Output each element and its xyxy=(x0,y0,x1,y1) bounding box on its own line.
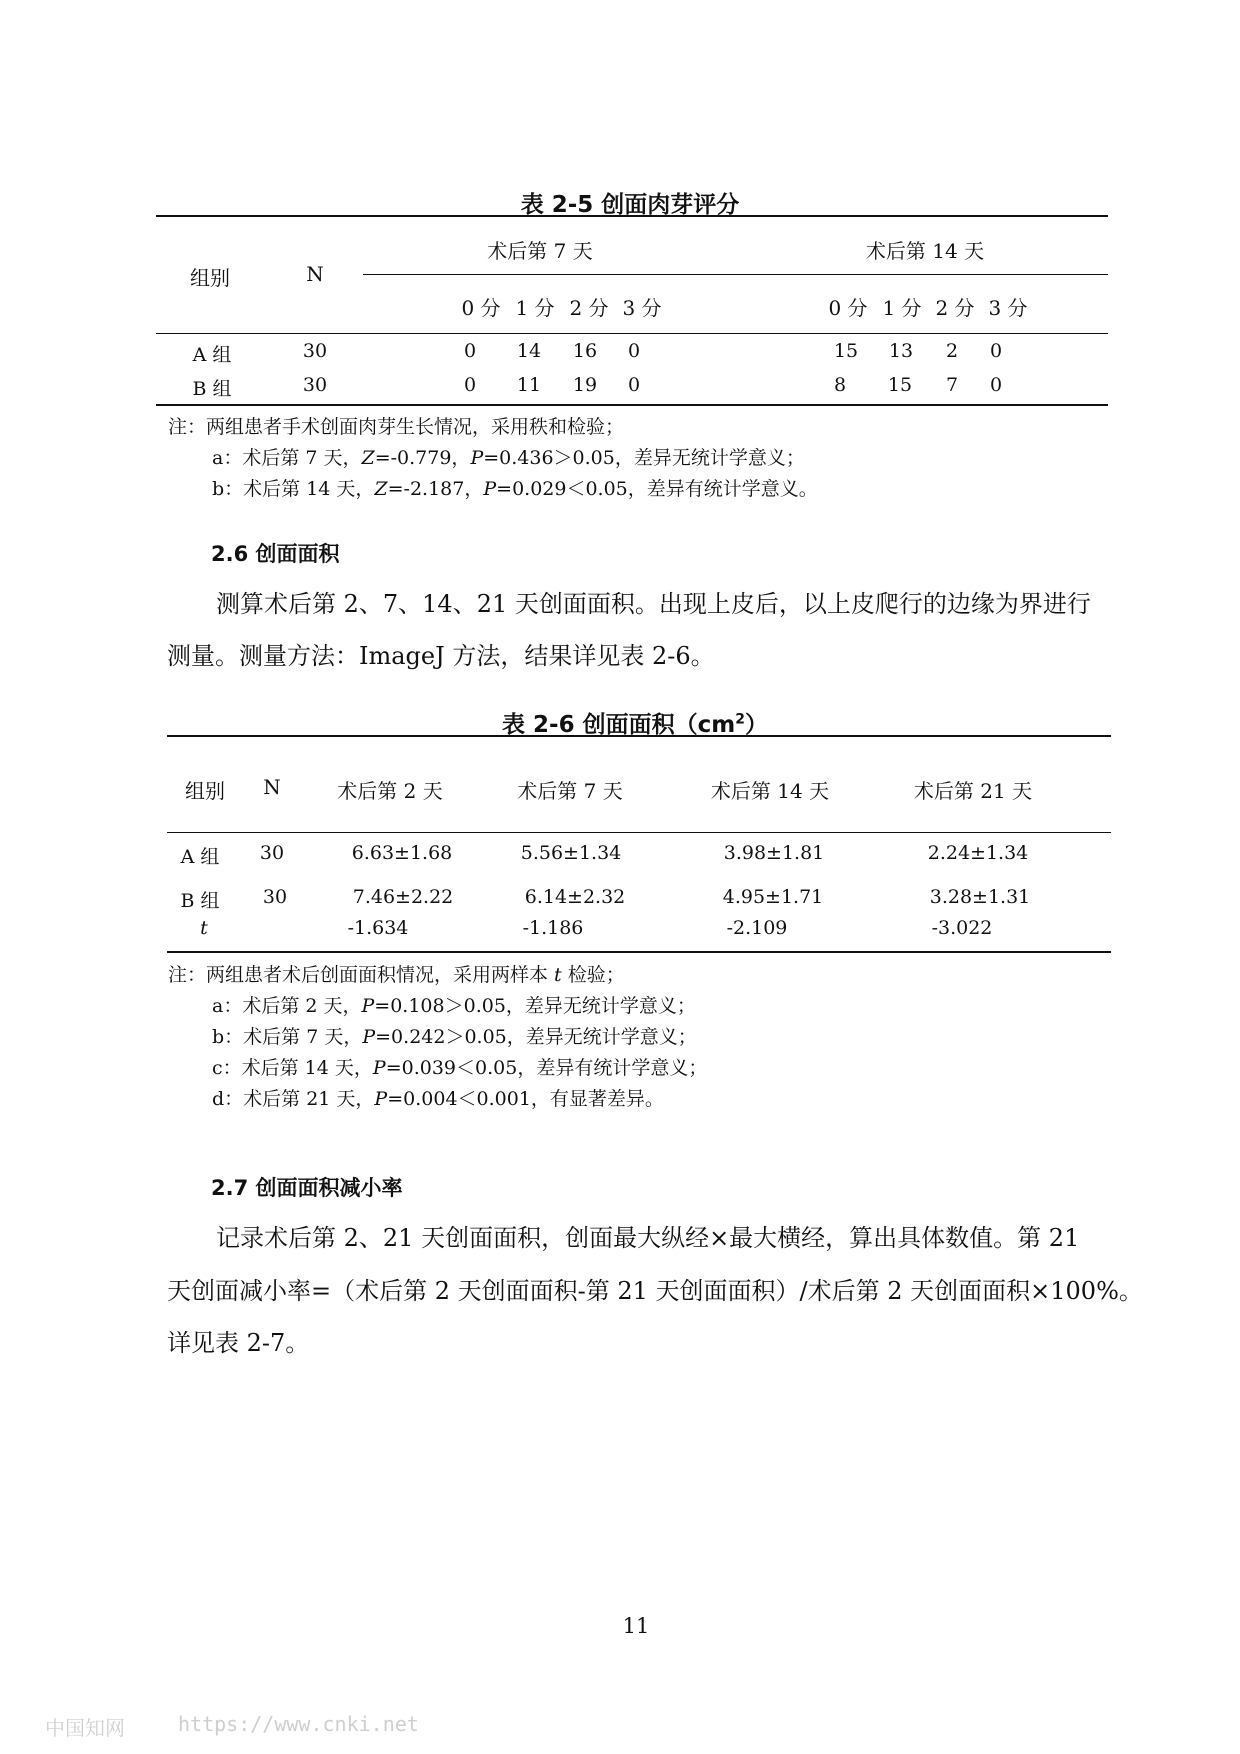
section-2-6-heading: 2.6 创面面积 xyxy=(211,542,340,566)
page-number: 11 xyxy=(622,1614,650,1638)
table-2-6-t-label: t xyxy=(200,917,208,939)
table-2-5-row-a-n: 30 xyxy=(302,340,328,362)
table-2-6-header-group: 组别 xyxy=(185,779,225,803)
table-2-5-cell: 13 xyxy=(888,340,914,362)
table-2-5-cell: 7 xyxy=(945,374,959,396)
section-2-6-paragraph-line1: 测算术后第 2、7、14、21 天创面面积。出现上皮后，以上皮爬行的边缘为界进行 xyxy=(216,590,1091,618)
table-2-5-d14-score1: 1 分 xyxy=(882,296,922,320)
table-2-5-row-b-group: B 组 xyxy=(192,378,232,400)
table-2-5-note-b: b：术后第 14 天，Z=-2.187，P=0.029＜0.05，差异有统计学意义。 xyxy=(212,478,818,500)
table-2-5-cell: 0 xyxy=(463,340,477,362)
table-2-5-bottom-rule xyxy=(156,404,1108,406)
table-2-5-top-rule xyxy=(156,215,1108,217)
section-2-6-paragraph-line2: 测量。测量方法：ImageJ 方法，结果详见表 2-6。 xyxy=(167,642,715,670)
table-2-5-d7-score2: 2 分 xyxy=(569,296,609,320)
table-2-5-cell: 0 xyxy=(627,374,641,396)
table-2-5-header-day14: 术后第 14 天 xyxy=(865,239,985,263)
cnki-url-link[interactable]: https://www.cnki.net xyxy=(178,1712,419,1736)
table-2-6-note: 注：两组患者术后创面面积情况，采用两样本 t 检验； xyxy=(168,964,625,986)
table-2-6-cell: 4.95±1.71 xyxy=(722,886,824,908)
table-2-5-d7-score0: 0 分 xyxy=(461,296,501,320)
table-2-6-t-value: -1.634 xyxy=(347,917,409,939)
section-2-7-paragraph-line2: 天创面减小率=（术后第 2 天创面面积-第 21 天创面面积）/术后第 2 天创面面积×100%。 xyxy=(167,1277,1143,1305)
table-2-6-cell: 6.14±2.32 xyxy=(524,886,626,908)
table-2-5-note: 注：两组患者手术创面肉芽生长情况，采用秩和检验； xyxy=(168,416,625,438)
table-2-5-header-day7: 术后第 7 天 xyxy=(487,239,593,263)
section-2-7-heading: 2.7 创面面积减小率 xyxy=(211,1176,403,1200)
table-2-5-cell: 19 xyxy=(572,374,598,396)
table-2-5-cell: 0 xyxy=(627,340,641,362)
table-2-5-d14-score3: 3 分 xyxy=(988,296,1028,320)
table-2-5-d14-score0: 0 分 xyxy=(828,296,868,320)
table-2-6-caption: 表 2-6 创面面积$(cm^2)$ xyxy=(502,711,768,738)
table-2-6-cell: 5.56±1.34 xyxy=(520,842,622,864)
table-2-6-row-a-group: A 组 xyxy=(180,846,220,868)
table-2-5-cell: 15 xyxy=(887,374,913,396)
table-2-6-cell: 7.46±2.22 xyxy=(352,886,454,908)
table-2-5-header-rule xyxy=(156,333,1108,334)
table-2-5-row-a-group: A 组 xyxy=(192,344,232,366)
table-2-6-top-rule xyxy=(167,735,1111,737)
table-2-5-header-n: N xyxy=(306,262,324,286)
table-2-5-d7-score3: 3 分 xyxy=(622,296,662,320)
table-2-5-d7-score1: 1 分 xyxy=(515,296,555,320)
table-2-5-cell: 0 xyxy=(463,374,477,396)
table-2-5-cell: 16 xyxy=(572,340,598,362)
table-2-5-mid-rule xyxy=(363,274,1108,275)
table-2-6-t-value: -3.022 xyxy=(931,917,993,939)
table-2-6-row-b-group: B 组 xyxy=(180,890,220,912)
section-2-7-paragraph-line3: 详见表 2-7。 xyxy=(167,1329,310,1357)
table-2-6-header-day21: 术后第 21 天 xyxy=(913,779,1033,803)
table-2-6-note-c: c：术后第 14 天，P=0.039＜0.05，差异有统计学意义； xyxy=(212,1057,708,1079)
table-2-5-note-a: a：术后第 7 天，Z=-0.779，P=0.436＞0.05，差异无统计学意义； xyxy=(212,447,805,469)
table-2-6-row-b-n: 30 xyxy=(262,886,288,908)
table-2-5-d14-score2: 2 分 xyxy=(935,296,975,320)
table-2-5-cell: 2 xyxy=(945,340,959,362)
table-2-6-note-d: d：术后第 21 天，P=0.004＜0.001，有显著差异。 xyxy=(212,1088,664,1110)
table-2-6-cell: 2.24±1.34 xyxy=(927,842,1029,864)
table-2-5-cell: 0 xyxy=(989,374,1003,396)
table-2-6-cell: 6.63±1.68 xyxy=(351,842,453,864)
table-2-5-header-group: 组别 xyxy=(190,266,230,290)
table-2-6-row-a-n: 30 xyxy=(259,842,285,864)
table-2-6-cell: 3.28±1.31 xyxy=(929,886,1031,908)
table-2-6-note-a: a：术后第 2 天，P=0.108＞0.05，差异无统计学意义； xyxy=(212,995,696,1017)
table-2-5-cell: 15 xyxy=(833,340,859,362)
table-2-5-cell: 14 xyxy=(516,340,542,362)
table-2-6-header-day2: 术后第 2 天 xyxy=(337,779,443,803)
table-2-5-cell: 8 xyxy=(833,374,847,396)
table-2-6-header-rule xyxy=(167,832,1111,833)
cnki-site-name: 中国知网 xyxy=(45,1716,125,1740)
table-2-6-cell: 3.98±1.81 xyxy=(723,842,825,864)
section-2-7-paragraph-line1: 记录术后第 2、21 天创面面积，创面最大纵经×最大横经，算出具体数值。第 21 xyxy=(216,1224,1080,1252)
table-2-6-t-value: -2.109 xyxy=(726,917,788,939)
table-2-6-note-b: b：术后第 7 天，P=0.242＞0.05，差异无统计学意义； xyxy=(212,1026,697,1048)
table-2-6-t-value: -1.186 xyxy=(522,917,584,939)
table-2-5-caption: 表 2-5 创面肉芽评分 xyxy=(520,192,740,218)
table-2-6-bottom-rule xyxy=(167,951,1111,953)
table-2-6-header-day14: 术后第 14 天 xyxy=(710,779,830,803)
table-2-6-header-n: N xyxy=(263,775,281,799)
table-2-5-cell: 0 xyxy=(989,340,1003,362)
table-2-5-cell: 11 xyxy=(516,374,542,396)
table-2-5-row-b-n: 30 xyxy=(302,374,328,396)
table-2-6-header-day7: 术后第 7 天 xyxy=(517,779,623,803)
